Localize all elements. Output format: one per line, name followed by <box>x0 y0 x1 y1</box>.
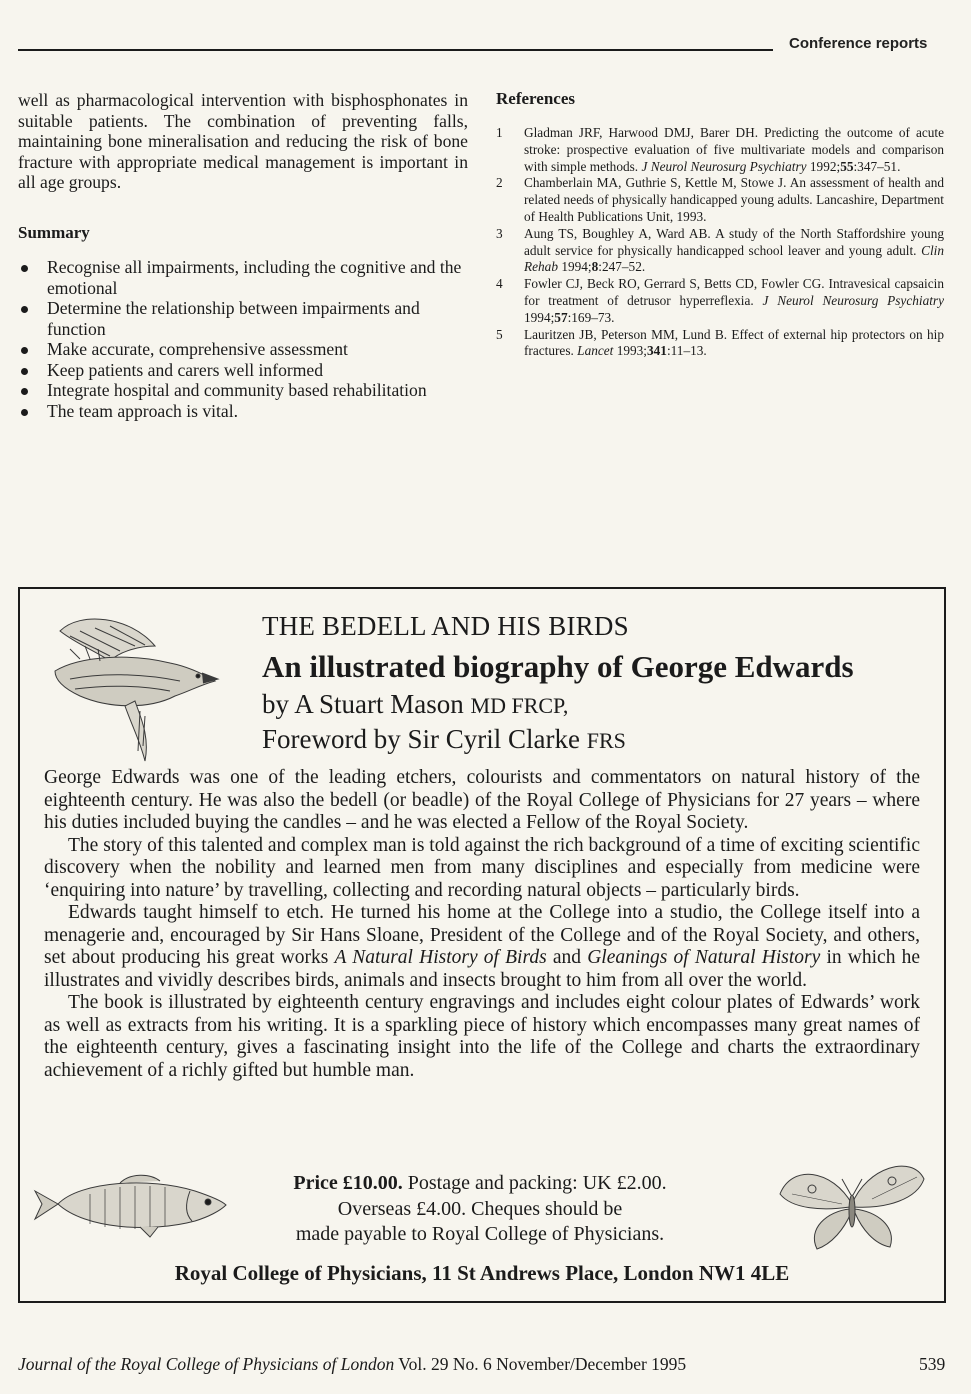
paragraph-text: in which he illustrates and vividly describes birds, animals and insects brought to him from all over the world. <box>44 947 921 991</box>
reference-number: 3 <box>496 225 503 241</box>
reference-year: 1993; <box>616 343 647 359</box>
left-column <box>18 90 468 421</box>
reference-volume: 341 <box>647 343 667 359</box>
author-name: by A Stuart Mason <box>262 689 464 719</box>
reference-pages: :247–52. <box>598 259 646 275</box>
references-heading: References <box>496 89 575 108</box>
price-line <box>250 1171 710 1197</box>
summary-item: Make accurate, comprehensive assessment <box>18 339 468 360</box>
postage-uk: Postage and packing: UK £2.00. <box>407 1172 667 1194</box>
reference-list <box>496 125 944 360</box>
journal-footer <box>18 1354 686 1375</box>
reference-text: Lauritzen JB, Peterson MM, Lund B. Effect of external hip protectors on hip fractures. <box>524 326 944 359</box>
reference-pages: :169–73. <box>567 309 615 325</box>
reference-number: 5 <box>496 326 503 342</box>
reference-text: Fowler CJ, Beck RO, Gerrard S, Betts CD, Fowler CG. Intravesical capsaicin for treatment of detrusor hyperreflexia. <box>524 276 944 308</box>
reference-number: 1 <box>496 125 503 140</box>
reference-item <box>496 175 944 225</box>
reference-volume: 55 <box>840 158 854 174</box>
advert-subtitle: An illustrated biography of George Edwards <box>262 649 854 684</box>
reference-number: 4 <box>496 276 503 292</box>
reference-year: 1994; <box>524 309 555 325</box>
price-line: made payable to Royal College of Physicians. <box>295 1223 665 1245</box>
journal-name: Journal of the Royal College of Physicians of London <box>18 1354 395 1374</box>
paragraph-text: and <box>552 947 582 968</box>
summary-item: Determine the relationship between impairments and function <box>18 298 468 339</box>
reference-journal: J Neurol Neurosurg Psychiatry <box>641 158 807 174</box>
reference-item <box>496 276 944 326</box>
price-line: Overseas £4.00. Cheques should be <box>337 1197 623 1220</box>
reference-item <box>496 226 944 276</box>
reference-journal: Clin Rehab <box>524 242 945 275</box>
advert-paragraph <box>44 902 920 992</box>
page-number: 539 <box>919 1354 946 1374</box>
reference-year: 1992; <box>809 158 841 174</box>
reference-text: Aung TS, Boughley A, Ward AB. A study of the North Staffordshire young adult service for physically handicapped school leaver and young adult. <box>524 225 944 258</box>
references-column <box>496 89 944 360</box>
price-label: Price £10.00. <box>293 1172 403 1194</box>
summary-list <box>18 257 468 421</box>
summary-item: The team approach is vital. <box>18 401 468 422</box>
reference-pages: :347–51. <box>853 158 901 174</box>
reference-year: 1994; <box>561 259 592 275</box>
advert-body <box>44 767 920 1082</box>
reference-text: Gladman JRF, Harwood DMJ, Barer DH. Predicting the outcome of acute stroke: prospective evaluation of five multivariate models and comparison with simple methods. <box>524 125 944 174</box>
advert-paragraph: George Edwards was one of the leading etchers, colourists and commentators on natural history of the eighteenth century. He was also the bedell (or beadle) of the Royal College of Physicians for 27 years – where his duties included buying the candles – and he was elected a Fellow of the Royal Society. <box>44 767 920 833</box>
paragraph-text: Edwards taught himself to etch. He turned his home at the College into a studio, the College itself into a menagerie and, encouraged by Sir Hans Sloane, President of the College and of the Royal Society, and others, set about producing his great works <box>44 902 920 968</box>
advert-author <box>262 689 568 720</box>
summary-heading: Summary <box>18 222 90 242</box>
advert-title: THE BEDELL AND HIS BIRDS <box>262 611 629 641</box>
reference-journal: Lancet <box>577 343 614 359</box>
author-credentials: MD FRCP, <box>470 693 569 718</box>
foreword-credentials: FRS <box>586 728 626 753</box>
reference-number: 2 <box>496 175 503 191</box>
section-label: Conference reports <box>789 35 928 52</box>
journal-issue: Vol. 29 No. 6 November/December 1995 <box>398 1354 687 1374</box>
reference-volume: 57 <box>554 309 568 325</box>
book-advert <box>18 587 946 1303</box>
bird-engraving-icon <box>40 601 220 771</box>
summary-item: Recognise all impairments, including the cognitive and the emotional <box>18 257 468 298</box>
book-title: Gleanings of Natural History <box>587 947 821 968</box>
advert-foreword <box>262 724 626 755</box>
advert-paragraph: The story of this talented and complex man is told against the rich background of a time of exciting scientific discovery when the nobility and learned men from many disciplines and especially from medicine were ‘enquiring into nature’ by travelling, collecting and recording natural objects – particularly birds. <box>44 834 920 901</box>
reference-text: Chamberlain MA, Guthrie S, Kettle M, Stowe J. An assessment of health and related needs of physically handicapped young adults. Lancashire, Department of Health Publications Unit, 1993. <box>524 175 944 224</box>
header-rule <box>18 49 773 51</box>
book-title: A Natural History of Birds <box>334 947 547 968</box>
summary-item: Keep patients and carers well informed <box>18 360 468 381</box>
advert-paragraph: The book is illustrated by eighteenth century engravings and includes eight colour plates of Edwards’ work as well as extracts from his writing. It is a sparkling piece of history which encompasses many great names of the eighteenth century, gives a fascinating insight into the life of the College and charts the extraordinary achievement of a richly gifted but humble man. <box>44 992 920 1081</box>
college-address: Royal College of Physicians, 11 St Andrews Place, London NW1 4LE <box>174 1261 790 1285</box>
reference-item <box>496 125 944 175</box>
reference-pages: :11–13. <box>666 343 707 359</box>
price-block <box>250 1171 710 1248</box>
foreword-name: Foreword by Sir Cyril Clarke <box>262 724 580 754</box>
fish-engraving-icon <box>30 1169 230 1239</box>
reference-volume: 8 <box>591 259 599 275</box>
moth-engraving-icon <box>772 1149 932 1259</box>
reference-item <box>496 327 944 361</box>
summary-item: Integrate hospital and community based rehabilitation <box>18 380 468 401</box>
reference-journal: J Neurol Neurosurg Psychiatry <box>762 292 944 308</box>
intro-paragraph: well as pharmacological intervention with bisphosphonates in suitable patients. The combination of preventing falls, maintaining bone mineralisation and reducing the risk of bone fracture with appropriate medical management is important in all age groups. <box>18 90 468 192</box>
